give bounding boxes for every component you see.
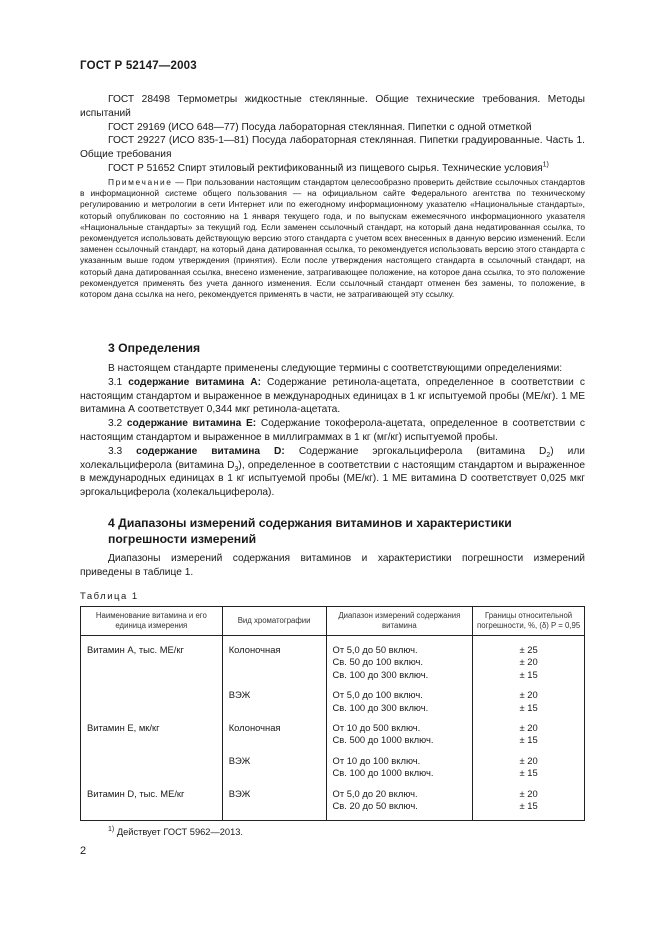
- method-cell: ВЭЖ: [222, 755, 326, 767]
- subscript: 2: [546, 451, 551, 459]
- spacer-cell: [473, 714, 585, 722]
- method-cell: [222, 656, 326, 668]
- vitamin-cell: [81, 669, 223, 681]
- definition-number: 3.2: [108, 418, 127, 430]
- method-cell: [222, 734, 326, 746]
- vitamin-cell: [81, 689, 223, 701]
- table-body: [81, 636, 585, 821]
- spacer-cell: [326, 747, 473, 755]
- page-number: 2: [80, 845, 87, 857]
- definition-text: ), определенное в соответствии с настоящим стандартом и выраженное в международных единицах в 1 кг испытуемой пробы (МЕ/кг). 1 МЕ витамина D соответствует 0,025 мкг эргокальциферола (холекальциферола).: [80, 459, 585, 499]
- definition-text: ) или холекальциферола (витамина D: [80, 445, 585, 471]
- range-cell: Св. 20 до 50 включ.: [326, 800, 473, 812]
- spacer-cell: [473, 681, 585, 689]
- vitamin-cell: [81, 702, 223, 714]
- definition-term: содержание витамина Е:: [126, 418, 257, 430]
- spacer-cell: [222, 681, 326, 689]
- definition-term: содержание витамина D:: [136, 445, 285, 457]
- definition-number: 3.3: [108, 445, 137, 457]
- table-row: [81, 767, 585, 779]
- spacer-cell: [326, 812, 473, 821]
- spacer-cell: [326, 714, 473, 722]
- error-cell: ± 15: [473, 702, 585, 714]
- vitamin-cell: Витамин А, тыс. МЕ/кг: [81, 644, 223, 656]
- error-cell: ± 15: [473, 800, 585, 812]
- table-row: [81, 788, 585, 800]
- definition-vitamin-a: [80, 376, 585, 417]
- definition-number: 3.1: [108, 376, 129, 388]
- table-row: [81, 702, 585, 714]
- range-cell: Св. 100 до 300 включ.: [326, 702, 473, 714]
- error-cell: ± 15: [473, 734, 585, 746]
- table-row: [81, 669, 585, 681]
- section-4-heading: 4 Диапазоны измерений содержания витаминов и характеристики погрешности измерений: [108, 516, 512, 546]
- range-cell: Св. 100 до 1000 включ.: [326, 767, 473, 779]
- reference-item: [80, 162, 585, 176]
- range-cell: Св. 500 до 1000 включ.: [326, 734, 473, 746]
- error-cell: ± 25: [473, 644, 585, 656]
- column-header: Границы относительной погрешности, %, (δ) P = 0,95: [473, 607, 585, 636]
- spacer-cell: [222, 812, 326, 821]
- method-cell: ВЭЖ: [222, 788, 326, 800]
- range-cell: Св. 50 до 100 включ.: [326, 656, 473, 668]
- method-cell: [222, 800, 326, 812]
- reference-item: ГОСТ 29227 (ИСО 835-1—81) Посуда лабораторная стеклянная. Пипетки градуированные. Часть 1. Общие требования: [80, 135, 585, 161]
- spacer-cell: [473, 636, 585, 645]
- definition-text: Содержание эргокальциферола (витамина D: [284, 445, 547, 457]
- column-header: Диапазон измерений содержания витамина: [326, 607, 473, 636]
- range-cell: От 10 до 100 включ.: [326, 755, 473, 767]
- footnote-text: Действует ГОСТ 5962—2013.: [114, 827, 244, 837]
- table-caption: Таблица 1: [80, 591, 139, 602]
- vitamin-cell: [81, 755, 223, 767]
- document-header: ГОСТ Р 52147—2003: [80, 60, 197, 72]
- method-cell: [222, 767, 326, 779]
- column-header: Вид хроматографии: [222, 607, 326, 636]
- section-3-intro: В настоящем стандарте применены следующие термины с соответствующими определениями:: [108, 363, 563, 374]
- definition-vitamin-e: [80, 417, 585, 445]
- footnote-mark: 1): [108, 825, 115, 833]
- spacer-cell: [326, 681, 473, 689]
- table-row: [81, 734, 585, 746]
- definition-vitamin-d: [80, 445, 585, 500]
- spacer-cell: [81, 636, 223, 645]
- footnote-mark: 1): [542, 161, 549, 169]
- table-row: [81, 722, 585, 734]
- vitamin-cell: Витамин Е, мк/кг: [81, 722, 223, 734]
- error-cell: ± 20: [473, 722, 585, 734]
- method-cell: Колоночная: [222, 722, 326, 734]
- table-row: [81, 800, 585, 812]
- error-cell: ± 20: [473, 689, 585, 701]
- method-cell: [222, 702, 326, 714]
- range-cell: От 5,0 до 100 включ.: [326, 689, 473, 701]
- spacer-cell: [81, 780, 223, 788]
- error-cell: ± 15: [473, 767, 585, 779]
- spacer-cell: [473, 780, 585, 788]
- section-4-body: [80, 552, 585, 580]
- table-spacer-row: [81, 636, 585, 645]
- note-paragraph: [80, 177, 585, 300]
- section-4-intro: Диапазоны измерений содержания витаминов и характеристики погрешности измерений приведены в таблице 1.: [80, 553, 585, 578]
- reference-item: ГОСТ 28498 Термометры жидкостные стеклянные. Общие технические требования. Методы испытаний: [80, 94, 585, 119]
- table-spacer-row: [81, 780, 585, 788]
- vitamin-cell: Витамин D, тыс. МЕ/кг: [81, 788, 223, 800]
- footnote-divider: [80, 820, 160, 821]
- range-cell: От 5,0 до 50 включ.: [326, 644, 473, 656]
- method-cell: ВЭЖ: [222, 689, 326, 701]
- range-cell: От 5,0 до 20 включ.: [326, 788, 473, 800]
- spacer-cell: [222, 636, 326, 645]
- table-row: [81, 755, 585, 767]
- spacer-cell: [473, 812, 585, 821]
- range-cell: Св. 100 до 300 включ.: [326, 669, 473, 681]
- method-cell: Колоночная: [222, 644, 326, 656]
- measurement-ranges-table: [80, 606, 585, 821]
- definition-text: Содержание токоферола-ацетата, определенное в соответствии с настоящим стандартом и выраженное в миллиграммах в 1 кг (мг/кг) испытуемой пробы.: [80, 418, 586, 443]
- table-spacer-row: [81, 681, 585, 689]
- spacer-cell: [81, 681, 223, 689]
- error-cell: ± 20: [473, 656, 585, 668]
- definition-text: Содержание ретинола-ацетата, определенное в соответствии с настоящим стандартом и выраженное в международных единицах в 1 кг испытуемой пробы (МЕ/кг). 1 МЕ витамина А соответствует 0,344 мкг ретинола-ацетата.: [80, 376, 585, 416]
- table-row: [81, 644, 585, 656]
- table-header-row: [81, 607, 585, 636]
- spacer-cell: [222, 780, 326, 788]
- spacer-cell: [473, 747, 585, 755]
- spacer-cell: [326, 780, 473, 788]
- vitamin-cell: [81, 734, 223, 746]
- spacer-cell: [222, 747, 326, 755]
- note-block: [80, 177, 585, 300]
- method-cell: [222, 669, 326, 681]
- reference-text: ГОСТ Р 51652 Спирт этиловый ректификованный из пищевого сырья. Технические условия: [108, 162, 543, 174]
- table-spacer-row: [81, 714, 585, 722]
- vitamin-cell: [81, 800, 223, 812]
- reference-item: ГОСТ 29169 (ИСО 648—77) Посуда лабораторная стеклянная. Пипетки с одной отметкой: [108, 121, 532, 133]
- range-cell: От 10 до 500 включ.: [326, 722, 473, 734]
- vitamin-cell: [81, 656, 223, 668]
- footnote: [108, 827, 243, 837]
- error-cell: ± 20: [473, 755, 585, 767]
- spacer-cell: [326, 636, 473, 645]
- spacer-cell: [81, 714, 223, 722]
- spacer-cell: [81, 747, 223, 755]
- section-3-body: [80, 362, 585, 500]
- spacer-cell: [222, 714, 326, 722]
- table-row: [81, 689, 585, 701]
- section-3-heading: 3 Определения: [108, 341, 201, 355]
- table-spacer-row: [81, 747, 585, 755]
- note-text: — При пользовании настоящим стандартом целесообразно проверить действие ссылочных стандартов в информационной системе общего пользования — на официальном сайте Федерального агентства по техническому регулированию и метрологии в сети Интернет или по ежегодному информационному указателю «Национальные стандарты», который опубликован по состоянию на 1 января текущего года, и по выпускам ежемесячного информационного указателя «Национальные стандарты» за текущий год. Если заменен ссылочный стандарт, на который дана недатированная ссылка, то рекомендуется использовать действующую версию этого стандарта с учетом всех внесенных в данную версию изменений. Если заменен ссылочный стандарт, на который дана датированная ссылка, то рекомендуется использовать версию этого стандарта с указанным выше годом утверждения (принятия). Если после утверждения настоящего стандарта в ссылочный стандарт, на который дана датированная ссылка, внесено изменение, затрагивающее положение, на которое дана ссылка, то это положение рекомендуется применять без учета данного изменения. Если ссылочный стандарт отменен без замены, то положение, в котором дана ссылка на него, рекомендуется применять в части, не затрагивающей эту ссылку.: [80, 177, 585, 300]
- error-cell: ± 15: [473, 669, 585, 681]
- note-label: Примечание: [108, 177, 173, 187]
- table-row: [81, 656, 585, 668]
- column-header: Наименование витамина и его единица измерения: [81, 607, 223, 636]
- normative-references: [80, 93, 585, 176]
- definition-term: содержание витамина А:: [128, 376, 261, 388]
- error-cell: ± 20: [473, 788, 585, 800]
- subscript: 3: [234, 465, 239, 473]
- vitamin-cell: [81, 767, 223, 779]
